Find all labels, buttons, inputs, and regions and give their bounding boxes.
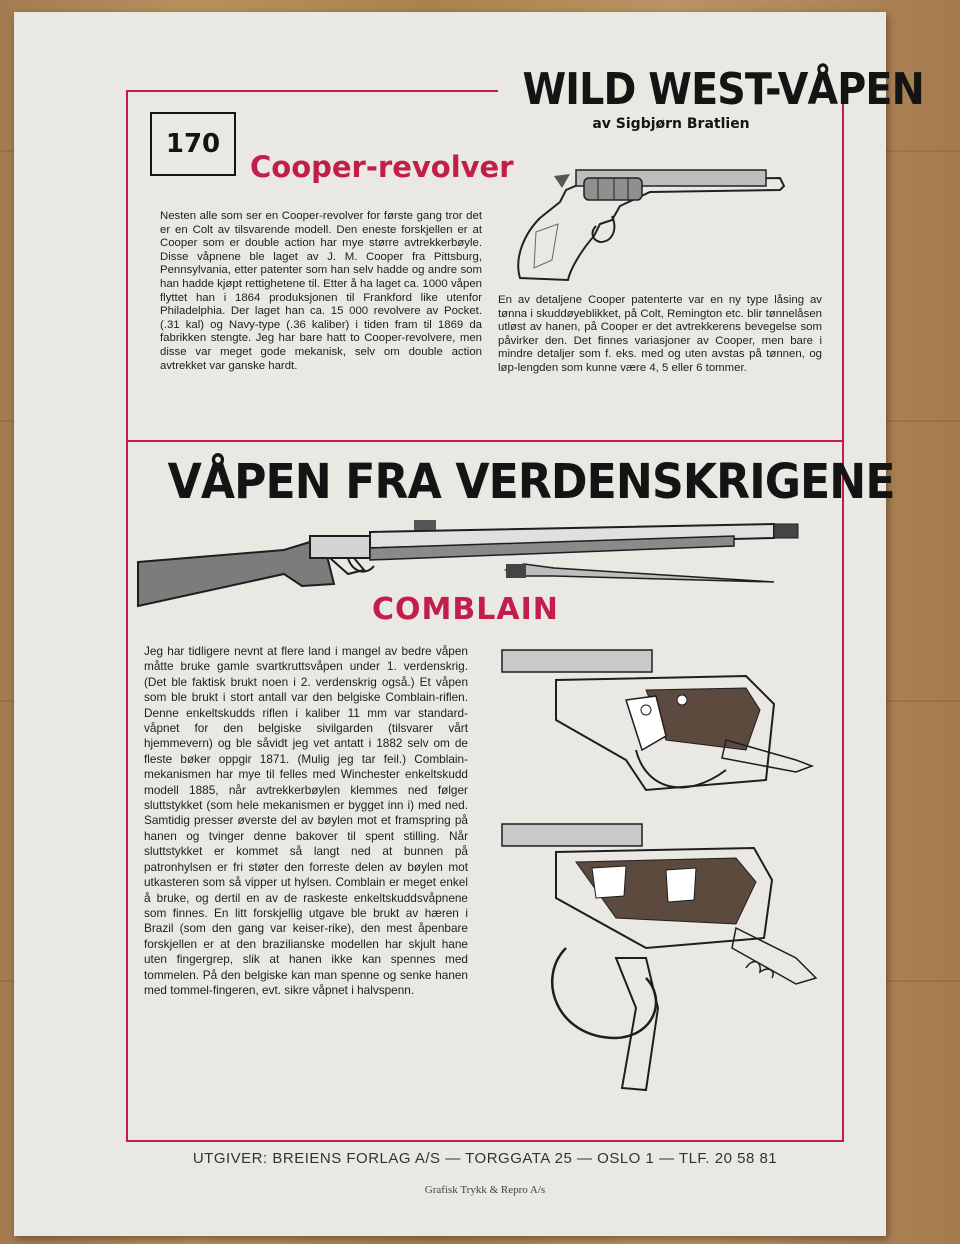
publisher-line: UTGIVER: BREIENS FORLAG A/S — TORGGATA 25 — OSLO 1 — TLF. 20 58 81 [192, 1150, 778, 1167]
frame-top-rule [126, 90, 498, 92]
article-text-left: Nesten alle som ser en Cooper-revolver for første gang tror det er en Colt av tilsvarende modell. Den eneste forskjellen er at Cooper som er double action har mye større avtrekkerbøyle. Disse våpnene ble laget av J. M. Cooper fra Pittsburg, Pennsylvania, etter patenter som han selv hadde og andre som han hadde kjøpt rettighetene til. Etter å ha laget ca. 1000 våpen flyttet han i 1864 produksjonen til Frankford like utenfor Philadelphia. Der laget han ca. 15 000 revolvere av Pocket. (.31 kal) og Navy-type (.36 kaliber) i tiden fram til 1869 da fabrikken stengte. Jeg har bare hatt to Cooper-revolvere, men disse var meget gode mekanisk, selv om double action avtrekket var ganske hardt. [160, 210, 482, 372]
section-title: VÅPEN FRA VERDENSKRIGENE [167, 454, 895, 510]
article-number: 170 [150, 112, 236, 176]
series-header [506, 64, 924, 132]
rifle-name-heading: COMBLAIN [372, 592, 559, 627]
mechanism-closed-drawing [496, 640, 826, 800]
article-text-right: En av detaljene Cooper patenterte var en ny type låsing av tønna i skuddøyeblikket, på Colt, Remington etc. blir tønnelåsen utløst av hanen, på Cooper er det avtrekkerens bevegelse som påvirker den. Det finnes variasjoner av Cooper, men bare i mindre detaljer som f. eks. med og uten avstas på tønnen, og løp-lengden som kunne være 4, 5 eller 6 tommer. [498, 294, 822, 374]
article-title: Cooper-revolver [250, 150, 514, 184]
series-byline: av Sigbjørn Bratlien [592, 116, 750, 132]
mechanism-open-drawing [496, 808, 826, 1108]
printer-credit: Grafisk Trykk & Repro A/s [424, 1184, 546, 1196]
section-divider [126, 440, 842, 442]
cooper-revolver-drawing [500, 160, 800, 290]
comblain-text: Jeg har tidligere nevnt at flere land i mangel av bedre våpen måtte bruke gamle svartkruttsvåpen under 1. verdenskrig. (Det ble faktisk brukt noen i 2. verdenskrig også.) Et våpen som ble brukt i stort antall var den belgiske Comblain-riflen. Denne enkeltskudds riflen i kaliber 11 mm var standard-våpnet for den belgiske sivilgarden (tilsvarer vårt hjemmevern) og ble såvidt jeg vet antatt i 1882 selv om de fleste bøker oppgir 1871. (Mulig jeg tar feil.) Comblain-mekanismen har mye til felles med Winchester enkeltskudd modell 1885, når avtrekkerbøylen klemmes ned følger sluttstykket (som hele mekanismen er bygget inn i) med ned. Samtidig presser øverste del av bøylen mot et framspring på hanen og tvinger denne bakover til spent stilling. Når sluttstykket er kommet så langt ned at bunnen på patronhylsen er fri støter den forreste delen av bøylen mot utkasteren som så vipper ut hylsen. Comblain er meget enkel å bruke, og dertil en av de raskeste enkeltskuddsvåpnene som finnes. En litt forskjellig utgave ble brukt av hæren i Brazil (som den gang var keiser-rike), den mest åpenbare forskjellen er at den brazilianske modellen har skjult hane uten fingergrep, slik at hanen ikke kan spennes med tommelen. På den belgiske kan man spenne og senke hanen med tommel-fingeren, evt. sikre våpnet i halvspenn. [144, 644, 468, 997]
series-title: WILD WEST-VÅPEN [522, 64, 924, 115]
